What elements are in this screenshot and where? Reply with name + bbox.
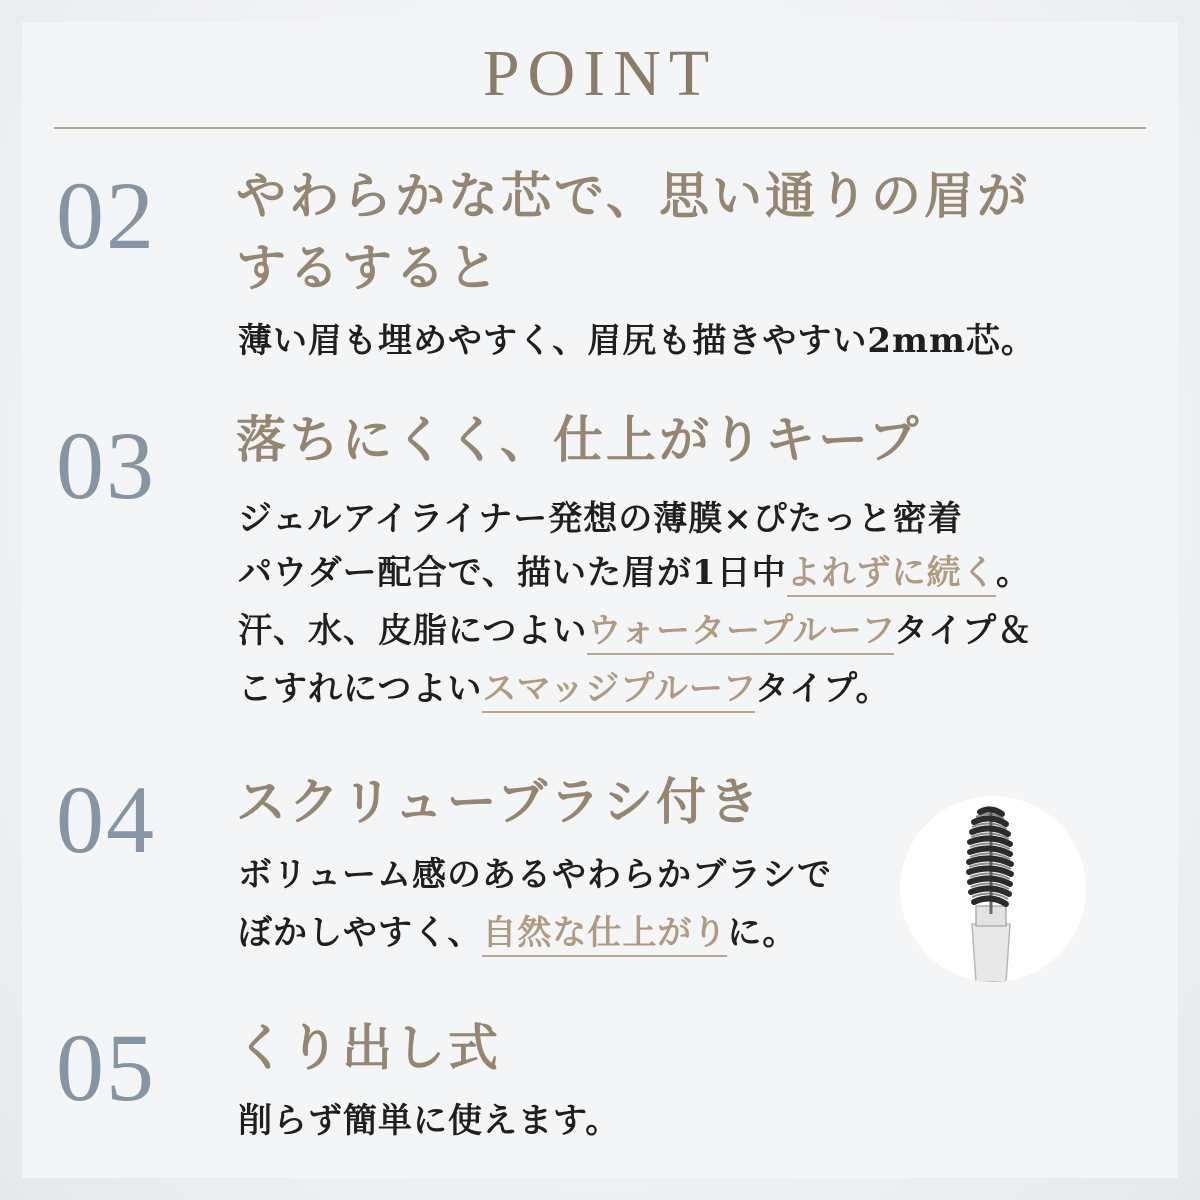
title-divider <box>54 127 1146 129</box>
screw-brush-icon <box>900 796 1086 982</box>
point-desc-03-line1: ジェルアイライナー発想の薄膜×ぴたっと密着 <box>238 499 963 539</box>
point-desc-04-line2-end: に。 <box>727 913 798 953</box>
screw-brush-image <box>900 796 1086 982</box>
point-desc-03-line3 <box>238 604 1032 658</box>
point-number-04: 04 <box>56 766 156 873</box>
point-number-03: 03 <box>56 412 156 519</box>
point-heading-02-line1: やわらかな芯で、思い通りの眉が <box>236 166 1030 225</box>
point-desc-02: 薄い眉も埋めやすく、眉尻も描きやすい2mm芯。 <box>238 321 1036 361</box>
highlight-natural-finish: 自然な仕上がり <box>482 913 727 957</box>
point-number-05: 05 <box>56 1014 156 1121</box>
point-heading-03: 落ちにくく、仕上がりキープ <box>236 410 922 469</box>
point-number-02: 02 <box>56 162 156 269</box>
highlight-smudgeproof: スマッジプルーフ <box>482 669 755 713</box>
point-heading-02-line2: するすると <box>236 238 501 297</box>
point-desc-03-line4-text: こすれにつよい <box>238 669 483 709</box>
highlight-yorezu: よれずに続く <box>787 553 996 597</box>
point-desc-04-line2-text: ぼかしやすく、 <box>238 913 483 953</box>
highlight-waterproof: ウォータープルーフ <box>587 611 894 655</box>
point-desc-03-line3-end: タイプ＆ <box>893 611 1033 651</box>
page-title: POINT <box>482 37 718 110</box>
point-desc-03-line4-end: タイプ。 <box>754 669 891 709</box>
point-desc-04-line2 <box>238 906 797 960</box>
point-desc-03-line3-text: 汗、水、皮脂につよい <box>238 611 588 651</box>
point-desc-03-line4 <box>238 662 890 716</box>
point-desc-03-line2-end: 。 <box>995 553 1031 593</box>
point-heading-04: スクリューブラシ付き <box>236 772 762 831</box>
point-desc-03-line2 <box>238 546 1031 600</box>
point-desc-05: 削らず簡単に使えます。 <box>238 1101 621 1141</box>
point-heading-05: くり出し式 <box>236 1018 501 1077</box>
point-desc-03-line2-text: パウダー配合で、描いた眉が1日中 <box>238 553 787 593</box>
point-desc-04-line1: ボリューム感のあるやわらかブラシで <box>238 855 832 895</box>
